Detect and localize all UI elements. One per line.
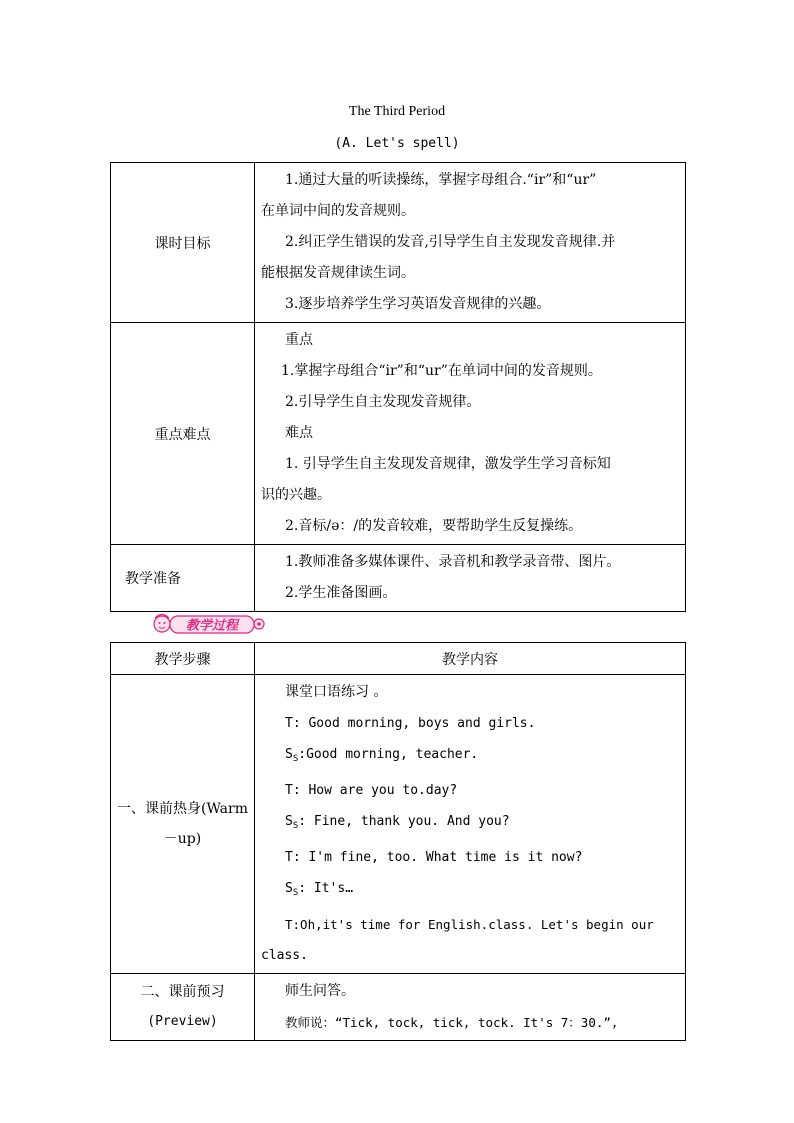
lesson-overview-table	[110, 162, 686, 612]
warmup-line-5-text: : Fine, thank you. And you?	[298, 814, 510, 829]
flower-icon	[254, 619, 264, 629]
students-marker-sub: S	[292, 821, 299, 831]
warmup-label-line-1: 一、课前热身(Warm	[117, 801, 248, 817]
warmup-line-3	[261, 739, 681, 775]
step-header: 教学步骤	[111, 643, 255, 675]
process-header-row	[111, 643, 686, 675]
teaching-process-banner	[152, 612, 266, 636]
students-marker-sub: S	[292, 754, 299, 764]
difficulty-line-2: 识的兴趣。	[261, 487, 331, 503]
preview-label-line-2: (Preview)	[147, 1014, 218, 1029]
warmup-line-2: T: Good morning, boys and girls.	[285, 716, 536, 731]
warmup-label-line-2: －up)	[163, 831, 202, 847]
preview-line-1: 师生问答。	[285, 983, 355, 999]
warmup-label	[111, 675, 255, 974]
warmup-line-1: 课堂口语练习 。	[285, 684, 388, 700]
warmup-line-4: T: How are you to.day?	[285, 783, 458, 798]
teaching-process-table	[110, 642, 686, 1041]
warmup-row	[111, 675, 686, 974]
difficulty-heading: 难点	[285, 425, 313, 441]
warmup-line-8: T:Oh,it's time for English.class. Let's begin our	[285, 917, 654, 932]
banner-text: 教学过程	[185, 618, 239, 634]
key-points-line-1: 1.掌握字母组合“ir”和“ur”在单词中间的发音规则。	[281, 363, 602, 379]
warmup-line-7-text: : It's…	[298, 881, 354, 896]
preparation-row	[111, 545, 686, 612]
preparation-label: 教学准备	[111, 545, 255, 612]
warmup-line-9: class.	[261, 948, 308, 963]
warmup-content	[255, 675, 686, 974]
objectives-line-4: 能根据发音规律读生词。	[261, 265, 415, 281]
objectives-line-2: 在单词中间的发音规则。	[261, 203, 415, 219]
key-points-content	[255, 323, 686, 545]
key-points-label: 重点难点	[111, 323, 255, 545]
warmup-line-3-text: :Good morning, teacher.	[298, 747, 479, 762]
objectives-line-1: 1.通过大量的听读操练，掌握字母组合.“ir”和“ur”	[285, 172, 597, 188]
key-points-line-2: 2.引导学生自主发现发音规律。	[285, 394, 481, 410]
students-marker-sub: S	[292, 888, 299, 898]
objectives-line-5: 3.逐步培养学生学习英语发音规律的兴趣。	[285, 296, 551, 312]
preview-row	[111, 974, 686, 1041]
content-header: 教学内容	[255, 643, 686, 675]
key-points-heading: 重点	[285, 332, 313, 348]
preview-line-2: 教师说：“Tick, tock, tick, tock. It's 7：30.”,	[285, 1015, 619, 1030]
preview-label	[111, 974, 255, 1041]
warmup-line-6: T: I'm fine, too. What time is it now?	[285, 850, 583, 865]
objectives-content	[255, 163, 686, 323]
document-title: The Third Period	[348, 104, 446, 119]
preview-content	[255, 974, 686, 1041]
difficulty-line-1: 1. 引导学生自主发现发音规律，激发学生学习音标知	[285, 456, 611, 472]
students-marker: S	[285, 881, 293, 896]
cartoon-face-icon	[154, 615, 170, 633]
difficulty-line-3: 2.音标/ə：/的发音较难，要帮助学生反复操练。	[285, 518, 583, 534]
preview-label-line-1: 二、课前预习	[140, 984, 225, 1000]
preparation-content	[255, 545, 686, 612]
objectives-row	[111, 163, 686, 323]
warmup-line-5	[261, 806, 681, 842]
preparation-line-1: 1.教师准备多媒体课件、录音机和教学录音带、图片。	[285, 554, 621, 570]
preparation-line-2: 2.学生准备图画。	[285, 585, 397, 601]
key-points-row	[111, 323, 686, 545]
document-subtitle: (A. Let's spell)	[334, 136, 460, 151]
objectives-line-3: 2.纠正学生错误的发音,引导学生自主发现发音规律.并	[285, 234, 616, 250]
objectives-label: 课时目标	[111, 163, 255, 323]
students-marker: S	[285, 814, 293, 829]
warmup-line-7	[261, 873, 681, 909]
students-marker: S	[285, 747, 293, 762]
